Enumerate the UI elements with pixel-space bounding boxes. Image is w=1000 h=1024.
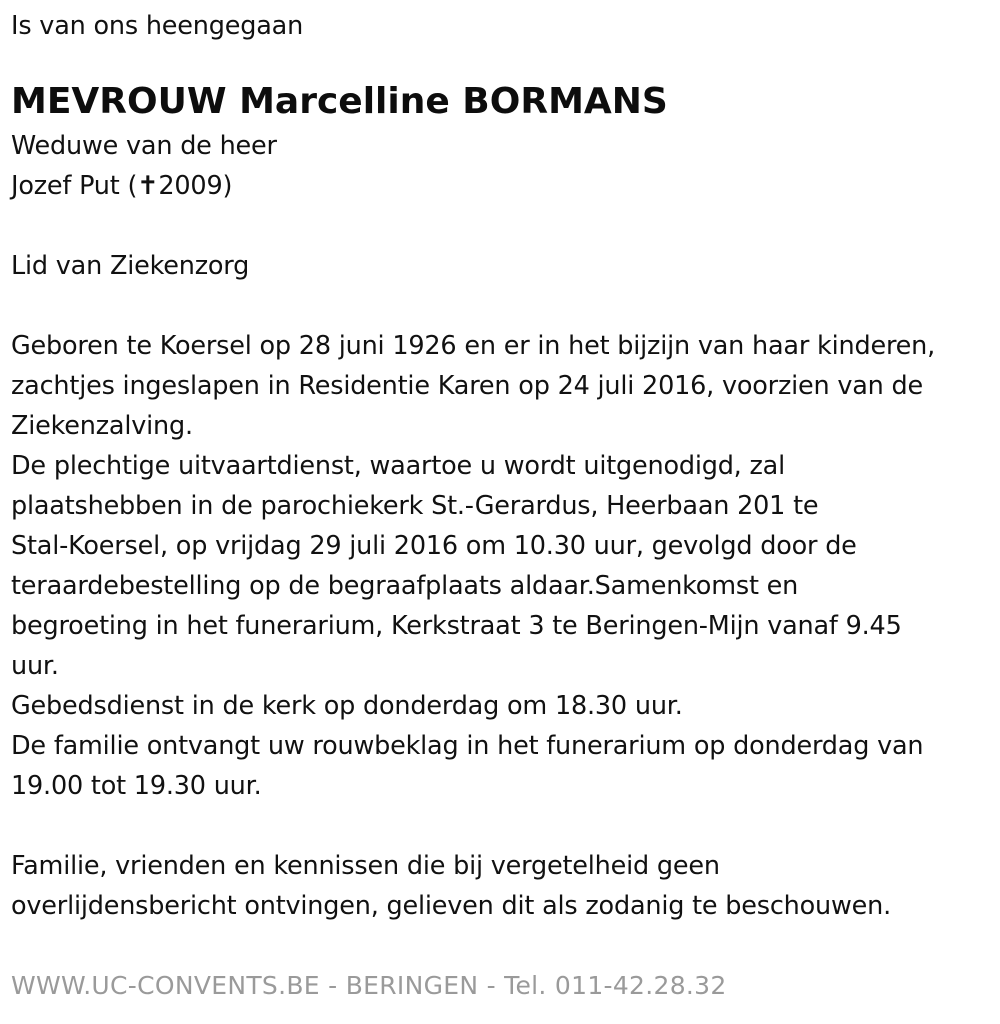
spouse-line-2: Jozef Put (✝2009) (11, 171, 233, 201)
details-line: Ziekenzalving. (11, 411, 193, 441)
details-line: begroeting in het funerarium, Kerkstraat 3 te Beringen-Mijn vanaf 9.45 (11, 611, 902, 641)
intro-text: Is van ons heengegaan (11, 11, 304, 41)
spacer (11, 206, 991, 246)
deceased-name: MEVROUW Marcelline BORMANS (11, 81, 668, 122)
obituary-notice (11, 6, 991, 1006)
details-paragraph (11, 326, 991, 806)
details-line: Geboren te Koersel op 28 juni 1926 en er in het bijzijn van haar kinderen, (11, 331, 936, 361)
details-line: uur. (11, 651, 59, 681)
details-line: De plechtige uitvaartdienst, waartoe u wordt uitgenodigd, zal (11, 451, 785, 481)
details-line: 19.00 tot 19.30 uur. (11, 771, 262, 801)
details-line: zachtjes ingeslapen in Residentie Karen op 24 juli 2016, voorzien van de (11, 371, 924, 401)
details-line: De familie ontvangt uw rouwbeklag in het funerarium op donderdag van (11, 731, 924, 761)
details-line: Gebedsdienst in de kerk op donderdag om 18.30 uur. (11, 691, 683, 721)
spacer (11, 286, 991, 326)
details-line: Stal-Koersel, op vrijdag 29 juli 2016 om 10.30 uur, gevolgd door de (11, 531, 857, 561)
spacer (11, 806, 991, 846)
closing-line: overlijdensbericht ontvingen, gelieven dit als zodanig te beschouwen. (11, 891, 892, 921)
details-line: plaatshebben in de parochiekerk St.-Gerardus, Heerbaan 201 te (11, 491, 819, 521)
spacer (11, 926, 991, 966)
membership-text: Lid van Ziekenzorg (11, 251, 250, 281)
details-line: teraardebestelling op de begraafplaats aldaar.Samenkomst en (11, 571, 799, 601)
footer-contact: WWW.UC-CONVENTS.BE - BERINGEN - Tel. 011-42.28.32 (11, 971, 727, 1000)
closing-paragraph (11, 846, 991, 926)
spouse-line-1: Weduwe van de heer (11, 131, 277, 161)
closing-line: Familie, vrienden en kennissen die bij vergetelheid geen (11, 851, 720, 881)
